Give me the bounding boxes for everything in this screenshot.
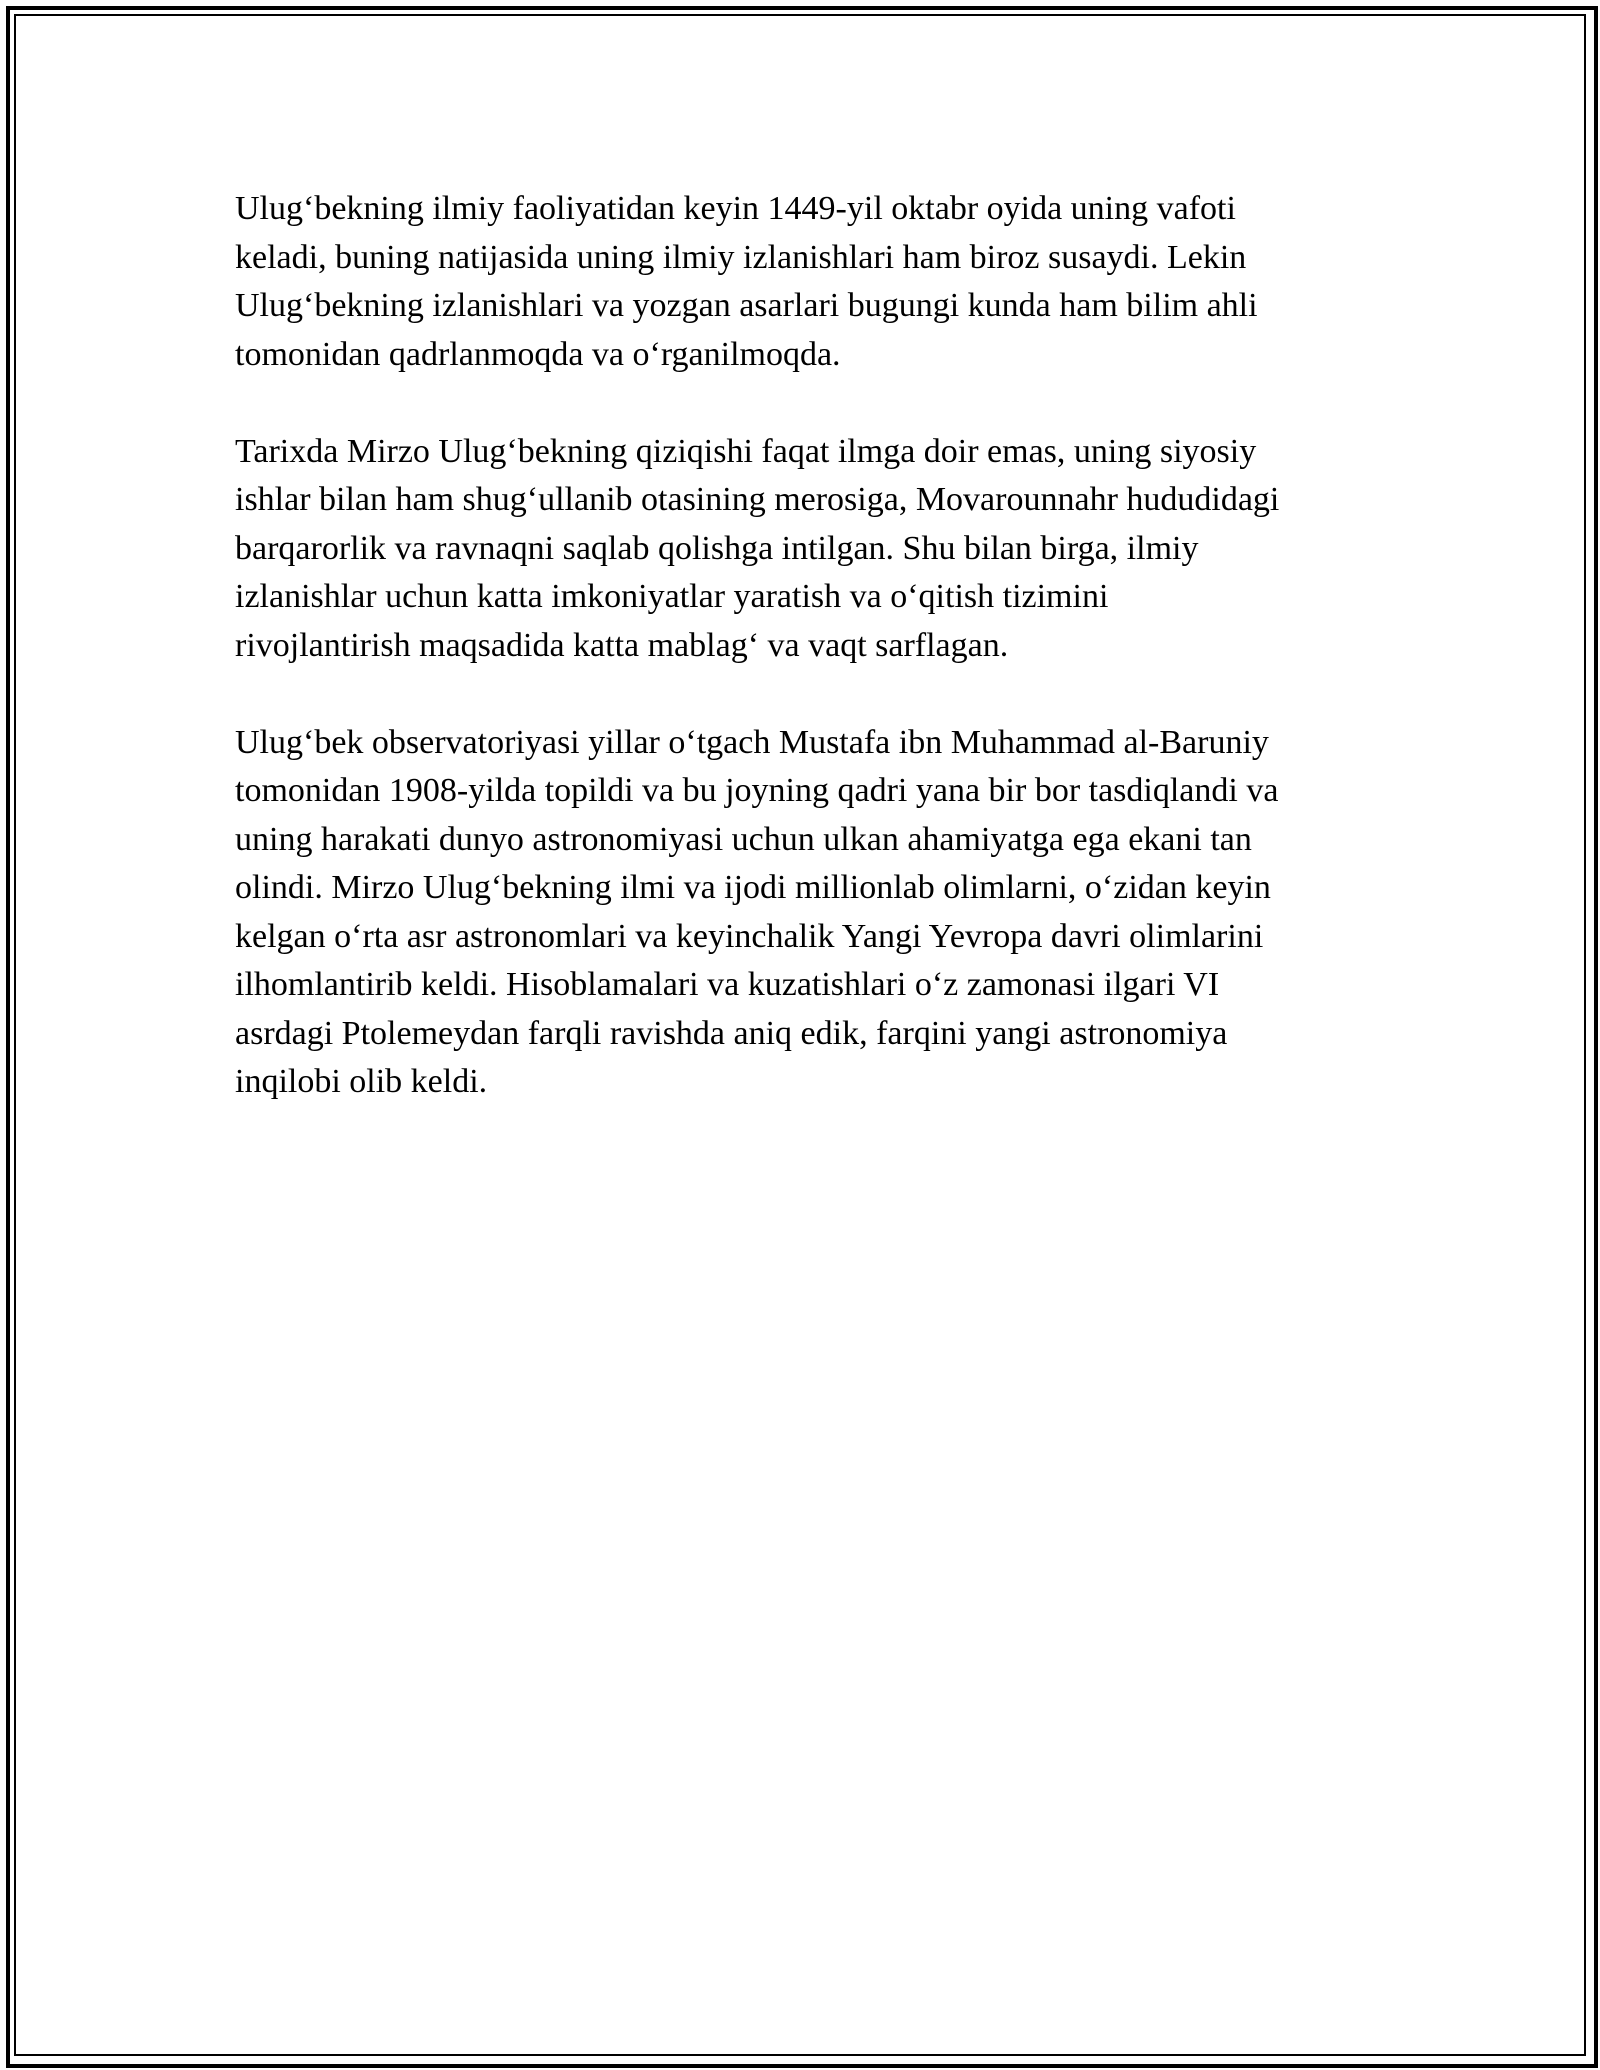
paragraph-3: Ulug‘bek observatoriyasi yillar o‘tgach Mustafa ibn Muhammad al-Baruniy tomonidan 1908-yilda topildi va bu joyning qadri yana bir bor tasdiqlandi va uning harakati dunyo astronomiyasi uchun ulkan ahamiyatga ega ekani tan olindi. Mirzo Ulug‘bekning ilmi va ijodi millionlab olimlarni, o‘zidan keyin kelgan o‘rta asr astronomlari va keyinchalik Yangi Yevropa davri olimlarini ilhomlantirib keldi. Hisoblamalari va kuzatishlari o‘z zamonasi ilgari VI asrdagi Ptolemeydan farqli ravishda aniq edik, farqini yangi astronomiya inqilobi olib keldi.: [235, 723, 1279, 1100]
paragraph-2: Tarixda Mirzo Ulug‘bekning qiziqishi faqat ilmga doir emas, uning siyosiy ishlar bilan ham shug‘ullanib otasining merosiga, Movarounnahr hududidagi barqarorlik va ravnaqni saqlab qolishga intilgan. Shu bilan birga, ilmiy izlanishlar uchun katta imkoniyatlar yaratish va o‘qitish tizimini rivojlantirish maqsadida katta mablag‘ va vaqt sarflagan.: [235, 432, 1280, 664]
document-body: [235, 185, 1365, 1155]
paragraph-1: Ulug‘bekning ilmiy faoliyatidan keyin 1449-yil oktabr oyida uning vafoti keladi, buning natijasida uning ilmiy izlanishlari ham biroz susaydi. Lekin Ulug‘bekning izlanishlari va yozgan asarlari bugungi kunda ham bilim ahli tomonidan qadrlanmoqda va o‘rganilmoqda.: [235, 190, 1258, 373]
